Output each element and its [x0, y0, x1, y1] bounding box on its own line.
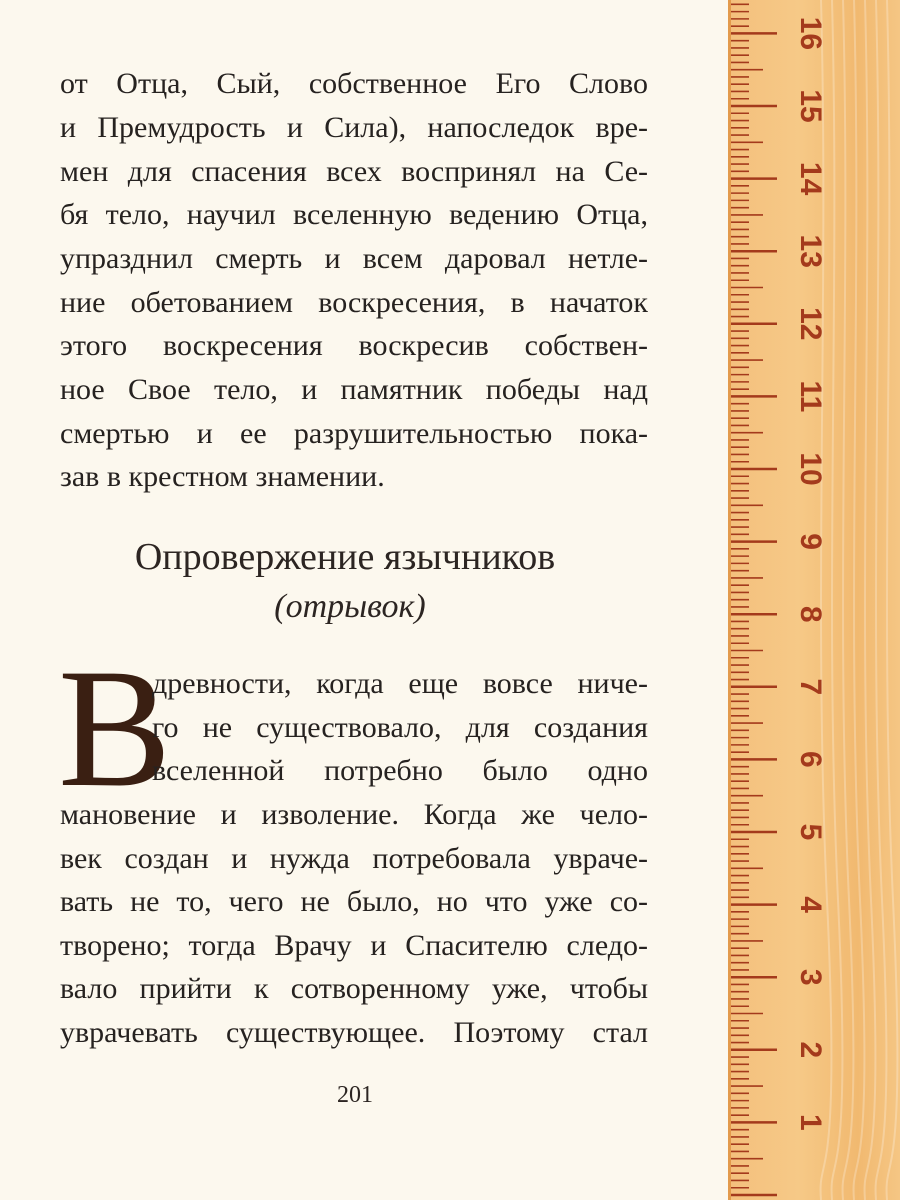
drop-cap: В — [58, 634, 172, 822]
ruler-number: 11 — [794, 380, 827, 413]
section-heading: Опровержение язычников — [134, 536, 556, 578]
text-line: древности, когда еще вовсе ниче- — [152, 667, 648, 700]
wood-grain — [865, 0, 876, 1200]
text-line: мен для спасения всех воспринял на Се- — [60, 155, 648, 188]
wood-grain — [854, 0, 865, 1200]
ruler-number: 5 — [794, 823, 827, 841]
text-line: уврачевать существующее. Поэтому стал — [60, 1016, 648, 1049]
text-line: творено; тогда Врачу и Спасителю следо- — [60, 929, 648, 962]
ruler-number: 12 — [794, 307, 827, 341]
text-line: го не существовало, для создания — [152, 711, 648, 744]
wood-grain — [843, 0, 854, 1200]
ruler-number: 16 — [794, 16, 827, 51]
text-line: этого воскресения воскресив собствен- — [60, 329, 648, 362]
text-line: вселенной потребно было одно — [152, 754, 648, 787]
text-line: зав в крестном знамении. — [60, 460, 385, 493]
text-line: упразднил смерть и всем даровал нетле- — [60, 242, 648, 275]
text-line: вать не то, чего не было, но что уже со- — [60, 885, 648, 918]
text-line: ное Свое тело, и памятник победы над — [60, 373, 648, 406]
ruler-number: 14 — [794, 161, 827, 196]
wood-grain — [887, 0, 898, 1200]
text-line: век создан и нужда потребовала уврачe- — [60, 842, 648, 875]
text-line: и Премудрость и Сила), напоследок вре- — [60, 111, 648, 144]
text-line: мановение и изволение. Когда же чело- — [60, 798, 648, 831]
ruler-scale — [731, 0, 900, 1200]
section-subheading: (отрывок) — [274, 588, 426, 625]
text-line: смертью и ее разрушительностью пока- — [60, 417, 648, 450]
ruler-number: 4 — [794, 896, 827, 913]
text-line: ние обетованием воскресения, в начаток — [60, 286, 648, 319]
ruler-number: 1 — [794, 1114, 827, 1131]
wood-grain — [832, 0, 843, 1200]
ruler-number: 7 — [794, 678, 827, 696]
wood-grain — [876, 0, 887, 1200]
ruler-number: 8 — [794, 605, 827, 623]
ruler-number: 3 — [794, 968, 827, 986]
ruler — [728, 0, 900, 1200]
ruler-number: 9 — [794, 533, 827, 550]
ruler-number: 13 — [794, 234, 827, 268]
text-line: бя тело, научил вселенную ведению Отца, — [60, 198, 648, 231]
ruler-number: 10 — [794, 452, 827, 486]
text-line: от Отца, Сый, собственное Его Слово — [60, 67, 648, 100]
text-line: вало прийти к сотворенному уже, чтобы — [60, 972, 648, 1005]
ruler-number: 6 — [794, 751, 827, 768]
page-number: 201 — [337, 1082, 373, 1108]
ruler-number: 15 — [794, 89, 827, 123]
ruler-number: 2 — [794, 1041, 827, 1059]
